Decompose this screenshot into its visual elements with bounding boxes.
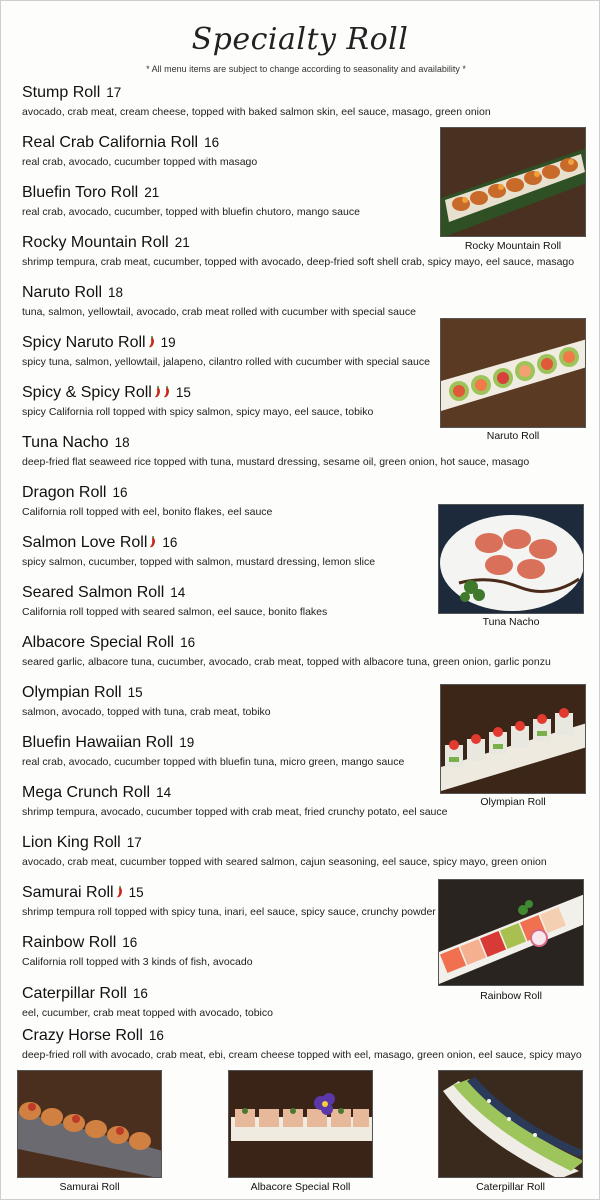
menu-item [22, 333, 430, 369]
item-name: Samurai Roll [22, 884, 114, 901]
menu-item [22, 833, 547, 869]
menu-item [22, 383, 373, 419]
naruto-roll-photo [440, 318, 586, 428]
item-description: seared garlic, albacore tuna, cucumber, avocado, crab meat, topped with albacore tuna, green onion, garlic ponzu [22, 656, 551, 668]
menu-item [22, 933, 253, 969]
item-price: 16 [180, 635, 196, 650]
menu-item [22, 533, 375, 569]
item-price: 16 [162, 535, 178, 550]
item-description: real crab, avocado, cucumber, topped with bluefin chutoro, mango sauce [22, 206, 360, 218]
item-price: 15 [127, 685, 143, 700]
item-name: Bluefin Hawaiian Roll [22, 734, 174, 751]
item-description: deep-fried flat seaweed rice topped with tuna, mustard dressing, sesame oil, green onion, hot sauce, masago [22, 456, 530, 468]
item-name: Rocky Mountain Roll [22, 234, 169, 251]
menu-item [22, 483, 272, 519]
chili-pepper-icon [149, 534, 156, 546]
item-price: 19 [160, 335, 176, 350]
menu-item [22, 783, 447, 819]
chili-pepper-icon [163, 384, 170, 396]
item-name: Seared Salmon Roll [22, 584, 165, 601]
item-description: avocado, crab meat, cucumber topped with seared salmon, cajun seasoning, eel sauce, spicy mayo, green onion [22, 856, 547, 868]
item-name: Lion King Roll [22, 834, 121, 851]
menu-item [22, 83, 491, 119]
item-name: Dragon Roll [22, 484, 107, 501]
item-name: Tuna Nacho [22, 434, 109, 451]
item-description: spicy California roll topped with spicy salmon, spicy mayo, eel sauce, tobiko [22, 406, 374, 418]
item-price: 16 [132, 986, 148, 1001]
item-name: Crazy Horse Roll [22, 1027, 143, 1044]
photo-caption: Olympian Roll [480, 796, 546, 808]
item-price: 17 [106, 85, 122, 100]
item-name: Olympian Roll [22, 684, 122, 701]
menu-item [22, 883, 436, 919]
rainbow-roll-photo [438, 879, 584, 986]
menu-item [22, 633, 551, 669]
item-description: eel, cucumber, crab meat topped with avocado, tobico [22, 1007, 273, 1019]
item-price: 17 [126, 835, 142, 850]
menu-item [22, 683, 271, 719]
item-description: shrimp tempura, avocado, cucumber topped with crab meat, fried crunchy potato, eel sauce [22, 806, 448, 818]
photo-caption: Tuna Nacho [482, 616, 540, 628]
item-price: 16 [112, 485, 128, 500]
item-name: Naruto Roll [22, 284, 103, 301]
menu-title: Specialty Roll [191, 22, 409, 57]
chili-pepper-icon [154, 384, 161, 396]
item-price: 18 [108, 285, 124, 300]
menu-item [22, 183, 360, 219]
item-name: Mega Crunch Roll [22, 784, 151, 801]
samurai-roll-photo [17, 1070, 162, 1178]
menu-item [22, 583, 327, 619]
menu-item [22, 1026, 582, 1062]
olympian-roll-photo [440, 684, 586, 794]
item-description: spicy tuna, salmon, yellowtail, jalapeno, cilantro rolled with cucumber with special sauce [22, 356, 430, 368]
photo-caption: Rainbow Roll [480, 990, 542, 1002]
chili-pepper-icon [148, 334, 155, 346]
photo-caption: Caterpillar Roll [476, 1181, 545, 1193]
item-name: Bluefin Toro Roll [22, 184, 139, 201]
item-price: 15 [128, 885, 144, 900]
menu-item [22, 733, 404, 769]
chili-pepper-icon [116, 884, 123, 896]
item-price: 21 [174, 235, 190, 250]
item-name: Salmon Love Roll [22, 534, 148, 551]
photo-caption: Naruto Roll [486, 430, 540, 442]
item-description: shrimp tempura roll topped with spicy tuna, inari, eel sauce, spicy sauce, crunchy powder [22, 906, 436, 918]
item-name: Caterpillar Roll [22, 985, 127, 1002]
menu-item [22, 283, 416, 319]
item-price: 14 [170, 585, 186, 600]
item-price: 16 [204, 135, 220, 150]
item-price: 14 [156, 785, 172, 800]
item-price: 15 [175, 385, 191, 400]
photo-caption: Rocky Mountain Roll [464, 240, 562, 252]
photo-caption: Samurai Roll [59, 1181, 120, 1193]
item-price: 16 [148, 1028, 164, 1043]
tuna-nacho-photo [438, 504, 584, 614]
availability-note: * All menu items are subject to change according to seasonality and availability * [146, 64, 466, 74]
item-price: 18 [114, 435, 130, 450]
item-name: Spicy & Spicy Roll [22, 384, 152, 401]
photo-caption: Albacore Special Roll [250, 1181, 351, 1193]
menu-item [22, 984, 273, 1020]
albacore-special-roll-photo [228, 1070, 373, 1178]
item-price: 21 [144, 185, 160, 200]
item-name: Albacore Special Roll [22, 634, 175, 651]
item-description: real crab, avocado, cucumber topped with bluefin tuna, micro green, mango sauce [22, 756, 405, 768]
item-name: Rainbow Roll [22, 934, 117, 951]
rocky-mountain-roll-photo [440, 127, 586, 237]
item-name: Stump Roll [22, 84, 101, 101]
caterpillar-roll-photo [438, 1070, 583, 1178]
item-description: California roll topped with 3 kinds of fish, avocado [22, 956, 253, 968]
item-price: 16 [122, 935, 138, 950]
item-name: Spicy Naruto Roll [22, 334, 146, 351]
item-description: salmon, avocado, topped with tuna, crab meat, tobiko [22, 706, 271, 718]
item-description: deep-fried roll with avocado, crab meat, ebi, cream cheese topped with eel, masago, green onion, eel sauce, spicy mayo [22, 1049, 582, 1061]
item-description: tuna, salmon, yellowtail, avocado, crab meat rolled with cucumber with special sauce [22, 306, 416, 318]
item-description: California roll topped with seared salmon, eel sauce, bonito flakes [22, 606, 328, 618]
item-description: shrimp tempura, crab meat, cucumber, topped with avocado, deep-fried soft shell crab, spicy mayo, eel sauce, masago [22, 256, 575, 268]
item-description: real crab, avocado, cucumber topped with masago [22, 156, 258, 168]
item-name: Real Crab California Roll [22, 134, 199, 151]
menu-item [22, 133, 257, 169]
item-description: spicy salmon, cucumber, topped with salmon, mustard dressing, lemon slice [22, 556, 376, 568]
item-description: avocado, crab meat, cream cheese, topped with baked salmon skin, eel sauce, masago, green onion [22, 106, 491, 118]
item-description: California roll topped with eel, bonito flakes, eel sauce [22, 506, 273, 518]
item-price: 19 [179, 735, 195, 750]
